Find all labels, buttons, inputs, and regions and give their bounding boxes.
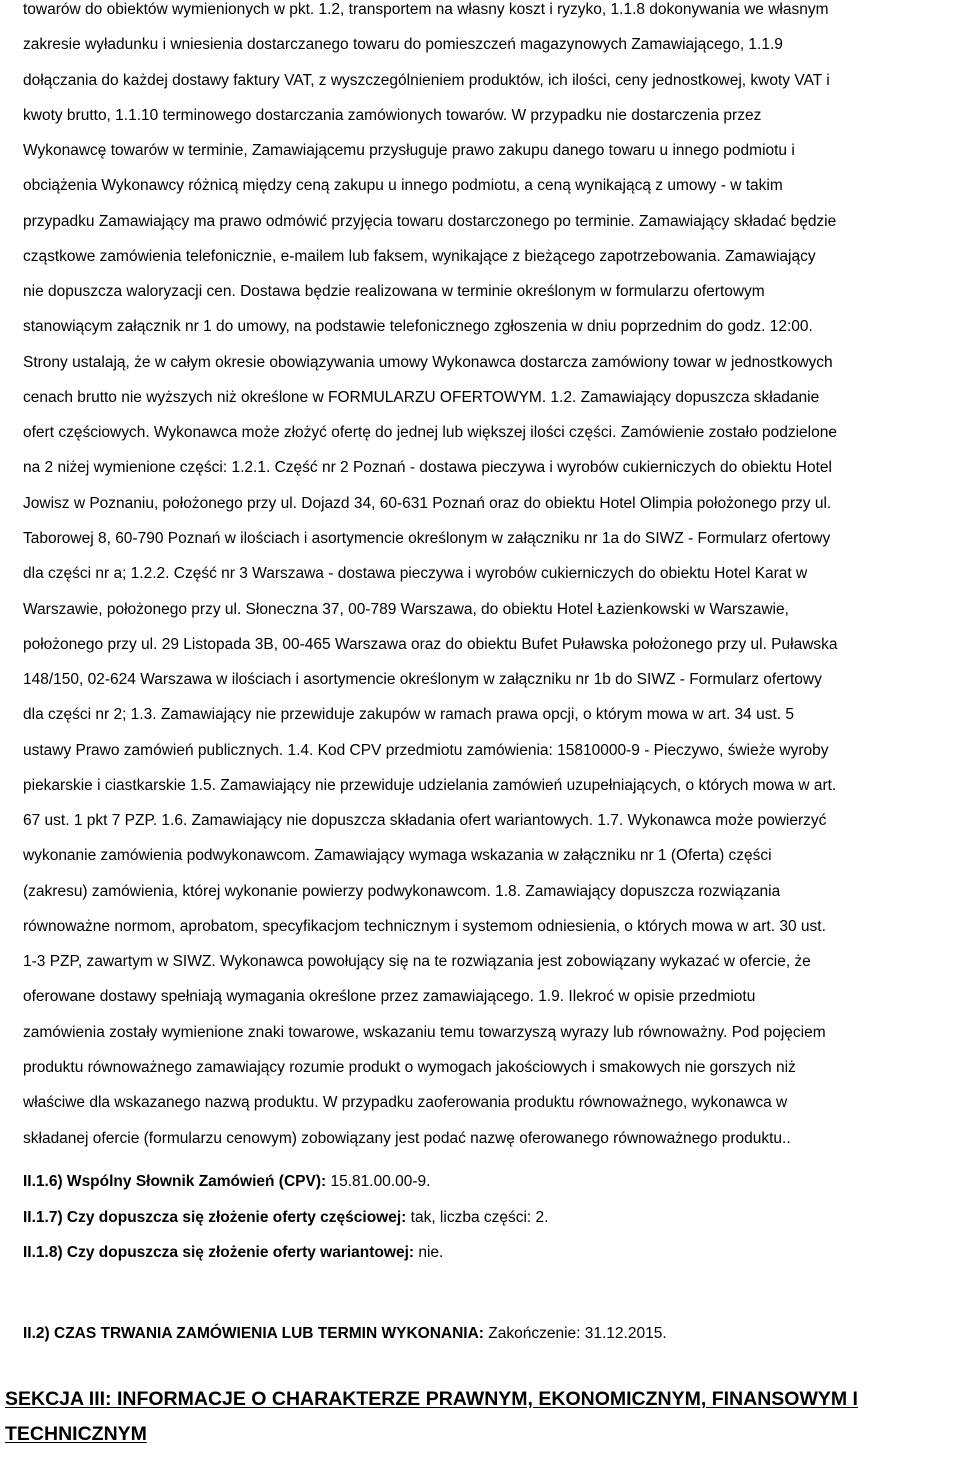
body-line: zamówienia zostały wymienione znaki towarowe, wskazaniu temu towarzyszą wyrazy lub równoważny. Pod pojęciem	[23, 1023, 826, 1041]
body-line: Jowisz w Poznaniu, położonego przy ul. Dojazd 34, 60-631 Poznań oraz do obiektu Hotel Olimpia położonego przy ul.	[23, 494, 832, 512]
body-line: (zakresu) zamówienia, której wykonanie powierzy podwykonawcom. 1.8. Zamawiający dopuszcza rozwiązania	[23, 882, 781, 900]
body-line: składanej ofercie (formularzu cenowym) zobowiązany jest podać nazwę oferowanego równoważnego produktu..	[23, 1129, 791, 1147]
spec-cpv-value: 15.81.00.00-9.	[330, 1173, 431, 1190]
section-heading-line-2: TECHNICZNYM	[5, 1423, 147, 1445]
body-line: dla części nr 2; 1.3. Zamawiający nie przewiduje zakupów w ramach prawa opcji, o którym mowa w art. 34 ust. 5	[23, 706, 795, 724]
body-line: 148/150, 02-624 Warszawa w ilościach i asortymencie określonym w załączniku nr 1b do SIWZ - Formularz ofertowy	[23, 671, 822, 689]
body-line: na 2 niżej wymienione części: 1.2.1. Część nr 2 Poznań - dostawa pieczywa i wyrobów cukierniczych do obiektu Hotel	[23, 459, 832, 477]
spec-partial-offer-label: II.1.7) Czy dopuszcza się złożenie oferty częściowej:	[23, 1209, 407, 1226]
body-line: 67 ust. 1 pkt 7 PZP. 1.6. Zamawiający nie dopuszcza składania ofert wariantowych. 1.7. Wykonawca może powierzyć	[23, 812, 827, 830]
spec-duration	[23, 1324, 960, 1344]
body-line: Warszawie, położonego przy ul. Słoneczna 37, 00-789 Warszawa, do obiektu Hotel Łazienkowski w Warszawie,	[23, 600, 789, 618]
spec-variant-offer-value: nie.	[418, 1244, 444, 1261]
spec-partial-offer	[23, 1208, 960, 1228]
body-line: kwoty brutto, 1.1.10 terminowego dostarczania zamówionych towarów. W przypadku nie dostarczenia przez	[23, 106, 762, 124]
body-line: właściwe dla wskazanego nazwą produktu. W przypadku zaoferowania produktu równoważnego, wykonawca w	[23, 1094, 788, 1112]
body-line: dla części nr a; 1.2.2. Część nr 3 Warszawa - dostawa pieczywa i wyrobów cukierniczych do obiektu Hotel Karat w	[23, 565, 808, 583]
body-line: nie dopuszcza waloryzacji cen. Dostawa będzie realizowana w terminie określonym w formularzu ofertowym	[23, 283, 765, 301]
body-line: Taborowej 8, 60-790 Poznań w ilościach i asortymencie określonym w załączniku nr 1a do SIWZ - Formularz ofertowy	[23, 529, 831, 547]
body-line: produktu równoważnego zamawiający rozumie produkt o wymogach jakościowych i smakowych nie gorszych niż	[23, 1058, 796, 1076]
spec-cpv-label: II.1.6) Wspólny Słownik Zamówień (CPV):	[23, 1173, 327, 1190]
body-line: oferowane dostawy spełniają wymagania określone przez zamawiającego. 1.9. Ilekroć w opisie przedmiotu	[23, 988, 756, 1006]
section-heading	[5, 1387, 955, 1457]
body-line: piekarskie i ciastkarskie 1.5. Zamawiający nie przewiduje udzielania zamówień uzupełniających, o których mowa w art.	[23, 776, 837, 794]
spec-duration-value: Zakończenie: 31.12.2015.	[488, 1325, 667, 1342]
body-line: przypadku Zamawiający ma prawo odmówić przyjęcia towaru dostarczonego po terminie. Zamawiający składać będzie	[23, 212, 837, 230]
body-line: cząstkowe zamówienia telefonicznie, e-mailem lub faksem, wynikające z bieżącego zapotrzebowania. Zamawiający	[23, 247, 816, 265]
body-line: stanowiącym załącznik nr 1 do umowy, na podstawie telefonicznego zgłoszenia w dniu poprzednim do godz. 12:00.	[23, 318, 813, 336]
body-line: obciążenia Wykonawcy różnicą między ceną zakupu u innego podmiotu, a ceną wynikającą z umowy - w takim	[23, 177, 783, 195]
body-paragraph	[23, 0, 960, 1164]
body-line: dołączania do każdej dostawy faktury VAT, z wyszczególnieniem produktów, ich ilości, ceny jednostkowej, kwoty VAT i	[23, 71, 830, 89]
body-line: położonego przy ul. 29 Listopada 3B, 00-465 Warszawa oraz do obiektu Bufet Puławska położonego przy ul. Puławska	[23, 635, 838, 653]
spec-partial-offer-value: tak, liczba części: 2.	[410, 1209, 549, 1226]
spec-cpv	[23, 1172, 960, 1192]
spec-duration-label: II.2) CZAS TRWANIA ZAMÓWIENIA LUB TERMIN WYKONANIA:	[23, 1325, 484, 1342]
body-line: 1-3 PZP, zawartym w SIWZ. Wykonawca powołujący się na te rozwiązania jest zobowiązany wykazać w ofercie, że	[23, 953, 811, 971]
body-line: Strony ustalają, że w całym okresie obowiązywania umowy Wykonawca dostarcza zamówiony towar w jednostkowych	[23, 353, 833, 371]
body-line: równoważne normom, aprobatom, specyfikacjom technicznym i systemom odniesienia, o których mowa w art. 30 ust.	[23, 917, 826, 935]
body-line: wykonanie zamówienia podwykonawcom. Zamawiający wymaga wskazania w załączniku nr 1 (Oferta) części	[23, 847, 772, 865]
body-line: zakresie wyładunku i wniesienia dostarczanego towaru do pomieszczeń magazynowych Zamawiającego, 1.1.9	[23, 36, 783, 54]
body-line: cenach brutto nie wyższych niż określone w FORMULARZU OFERTOWYM. 1.2. Zamawiający dopuszcza składanie	[23, 388, 820, 406]
section-heading-line-1: SEKCJA III: INFORMACJE O CHARAKTERZE PRAWNYM, EKONOMICZNYM, FINANSOWYM I	[5, 1388, 858, 1410]
spec-variant-offer	[23, 1243, 960, 1263]
body-line: towarów do obiektów wymienionych w pkt. 1.2, transportem na własny koszt i ryzyko, 1.1.8 dokonywania we własnym	[23, 1, 829, 18]
body-line: ustawy Prawo zamówień publicznych. 1.4. Kod CPV przedmiotu zamówienia: 15810000-9 - Pieczywo, świeże wyroby	[23, 741, 829, 759]
body-line: ofert częściowych. Wykonawca może złożyć ofertę do jednej lub większej ilości części. Zamówienie zostało podzielone	[23, 424, 837, 442]
body-line: Wykonawcę towarów w terminie, Zamawiającemu przysługuje prawo zakupu danego towaru u innego podmiotu i	[23, 142, 795, 160]
spec-variant-offer-label: II.1.8) Czy dopuszcza się złożenie oferty wariantowej:	[23, 1244, 415, 1261]
